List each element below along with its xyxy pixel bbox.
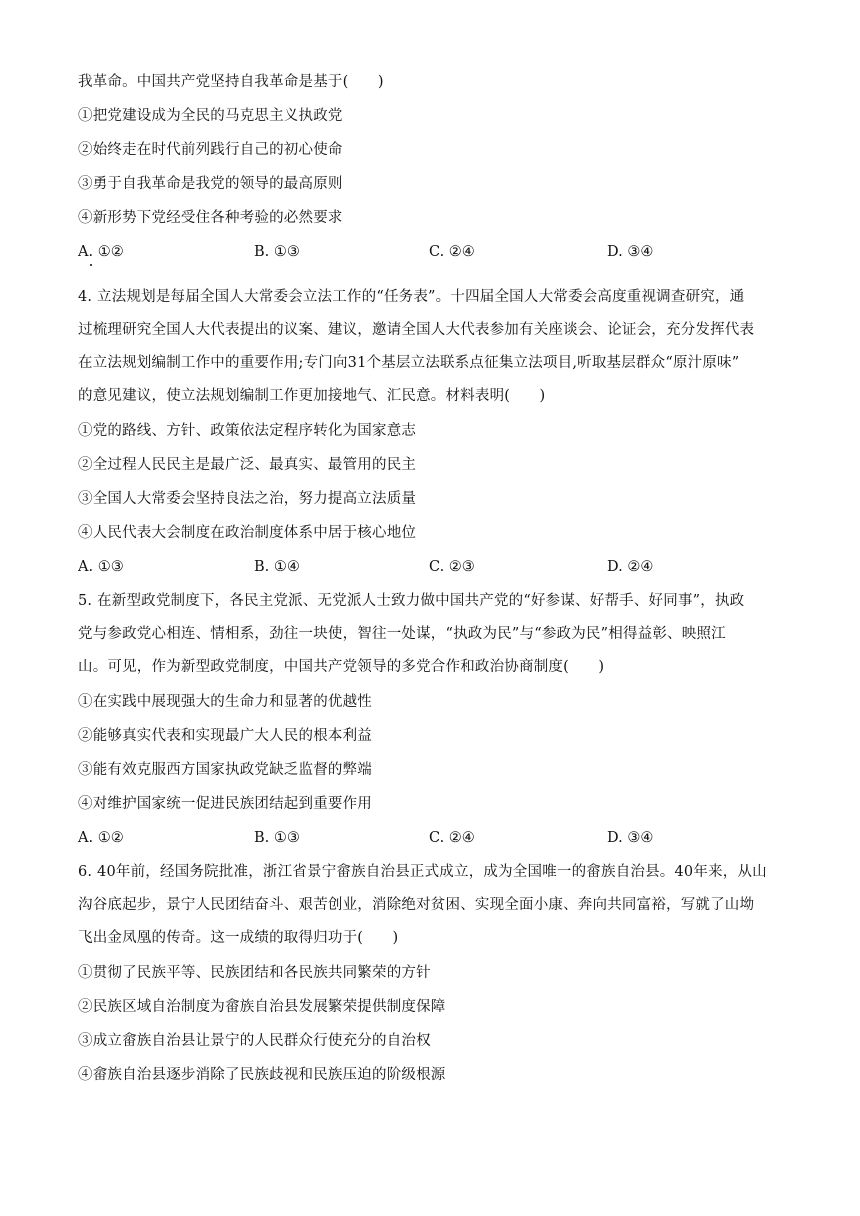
q5-stem-line-1: 5. 在新型政党制度下，各民主党派、无党派人士致力做中国共产党的“好参谋、好帮手、好同事”，执政 [78,593,745,609]
q6-stem-line-3: 飞出金凤凰的传奇。这一成绩的取得归功于( ) [78,930,399,946]
q4-option-3: ③全国人大常委会坚持良法之治，努力提高立法质量 [78,491,417,507]
q4-choice-d: D. ②④ [607,559,654,575]
q5-stem-line-2: 党与参政党心相连、情相系，劲往一块使，智往一处谋，“执政为民”与“参政为民”相得益彰、映照江 [78,626,726,642]
q3-option-2: ②始终走在时代前列践行自己的初心使命 [78,142,343,158]
q4-choice-b: B. ①④ [254,559,300,575]
q6-option-2: ②民族区域自治制度为畲族自治县发展繁荣提供制度保障 [78,999,446,1015]
q4-stem-line-3: 在立法规划编制工作中的重要作用;专门向31个基层立法联系点征集立法项目,听取基层群众“原汁原味” [78,355,740,371]
q4-choices [78,556,790,578]
q5-option-4: ④对维护国家统一促进民族团结起到重要作用 [78,796,372,812]
q4-stem-line-4: 的意见建议，使立法规划编制工作更加接地气、汇民意。材料表明( ) [78,388,546,404]
q5-choice-a: A. ①② [78,830,124,846]
q6-option-1: ①贯彻了民族平等、民族团结和各民族共同繁荣的方针 [78,965,431,981]
q5-option-1: ①在实践中展现强大的生命力和显著的优越性 [78,694,372,710]
q4-stem-line-2: 过梳理研究全国人大代表提出的议案、建议，邀请全国人大代表参加有关座谈会、论证会，充分发挥代表 [78,322,755,338]
q3-choice-b: B. ①③ [254,244,300,260]
q3-option-3: ③勇于自我革命是我党的领导的最高原则 [78,176,343,192]
stray-dot-mark [90,264,92,266]
q6-option-3: ③成立畲族自治县让景宁的人民群众行使充分的自治权 [78,1033,431,1049]
q4-choice-a: A. ①③ [78,559,124,575]
q3-choices [78,241,790,263]
q3-stem-line: 我革命。中国共产党坚持自我革命是基于( ) [78,74,384,90]
q5-choices [78,827,790,849]
q5-choice-b: B. ①③ [254,830,300,846]
q3-option-1: ①把党建设成为全民的马克思主义执政党 [78,108,343,124]
q3-choice-d: D. ③④ [607,244,654,260]
q6-stem-line-1: 6. 40年前，经国务院批准，浙江省景宁畲族自治县正式成立，成为全国唯一的畲族自治县。40年来，从山 [78,864,767,880]
q5-stem-line-3: 山。可见，作为新型政党制度，中国共产党领导的多党合作和政治协商制度( ) [78,659,605,675]
q5-choice-c: C. ②④ [429,830,475,846]
q4-option-1: ①党的路线、方针、政策依法定程序转化为国家意志 [78,423,417,439]
q3-option-4: ④新形势下党经受住各种考验的必然要求 [78,210,343,226]
q6-option-4: ④畲族自治县逐步消除了民族歧视和民族压迫的阶级根源 [78,1067,446,1083]
q3-choice-a: A. ①② [78,244,124,260]
q5-option-3: ③能有效克服西方国家执政党缺乏监督的弊端 [78,762,372,778]
q4-option-2: ②全过程人民民主是最广泛、最真实、最管用的民主 [78,457,417,473]
q5-choice-d: D. ③④ [607,830,654,846]
q4-stem-line-1: 4. 立法规划是每届全国人大常委会立法工作的“任务表”。十四届全国人大常委会高度重视调查研究，通 [78,289,745,305]
q4-option-4: ④人民代表大会制度在政治制度体系中居于核心地位 [78,525,417,541]
q3-choice-c: C. ②④ [429,244,475,260]
q5-option-2: ②能够真实代表和实现最广大人民的根本利益 [78,728,372,744]
q4-choice-c: C. ②③ [429,559,475,575]
q6-stem-line-2: 沟谷底起步，景宁人民团结奋斗、艰苦创业，消除绝对贫困、实现全面小康、奔向共同富裕，写就了山坳 [78,897,755,913]
